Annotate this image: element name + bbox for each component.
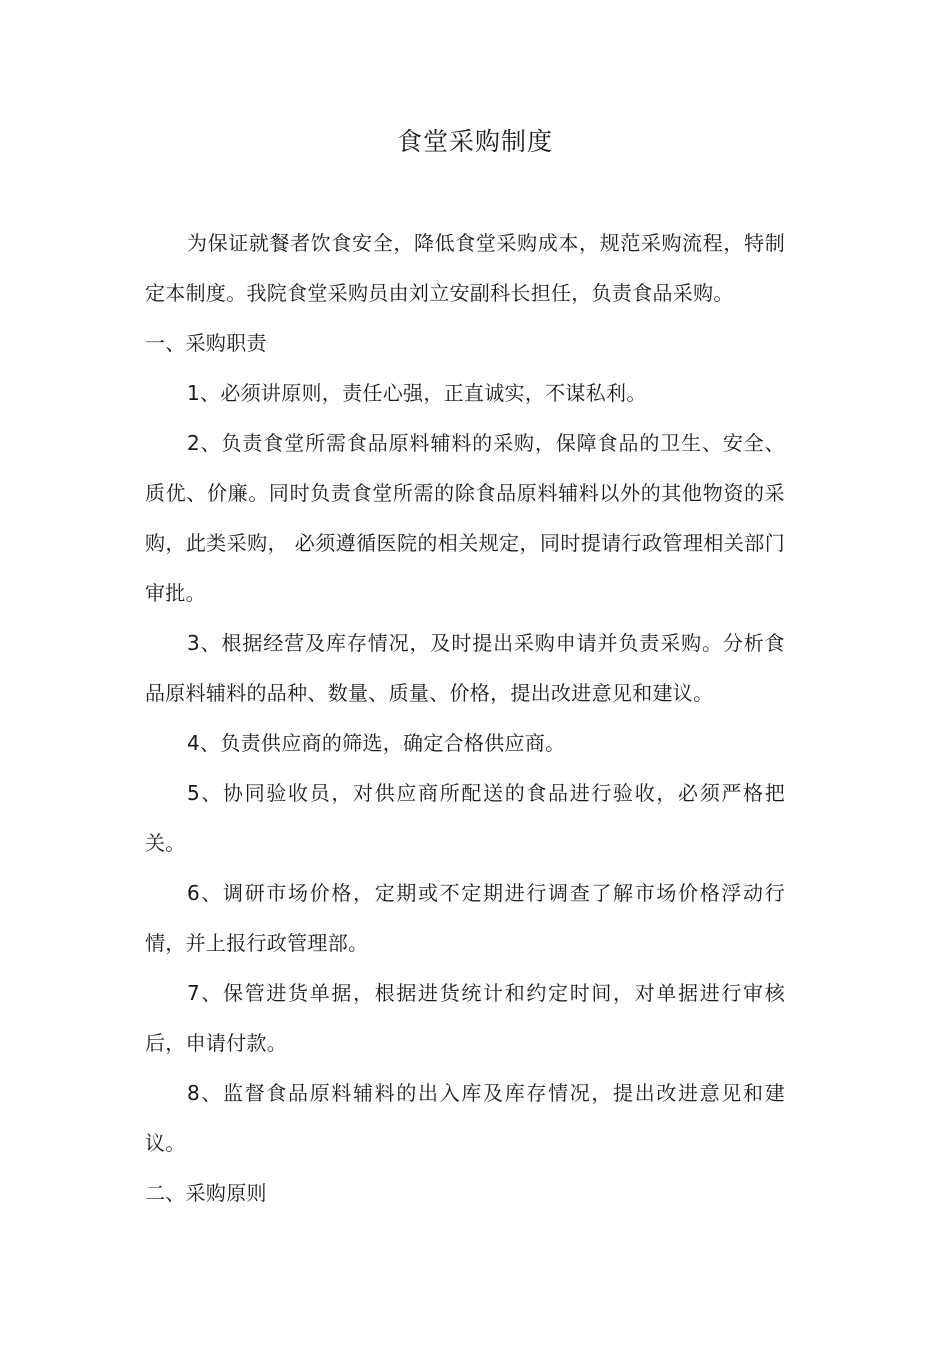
document-title: 食堂采购制度 (396, 127, 553, 156)
document-body (145, 218, 785, 1218)
duty-item-8: 8、监督食品原料辅料的出入库及库存情况，提出改进意见和建议。 (145, 1081, 785, 1155)
duty-item-2: 2、负责食堂所需食品原料辅料的采购，保障食品的卫生、安全、质优、价廉。同时负责食堂所需的除食品原料辅料以外的其他物资的采购，此类采购， 必须遵循医院的相关规定，同时提请行政管理相关部门审批。 (145, 431, 785, 605)
duty-item-3: 3、根据经营及库存情况，及时提出采购申请并负责采购。分析食品原料辅料的品种、数量、质量、价格，提出改进意见和建议。 (145, 631, 785, 705)
section-heading-principles: 二、采购原则 (145, 1181, 267, 1205)
section-heading-duties: 一、采购职责 (145, 331, 267, 355)
duty-item-6: 6、调研市场价格，定期或不定期进行调查了解市场价格浮动行情，并上报行政管理部。 (145, 881, 785, 955)
intro-paragraph: 为保证就餐者饮食安全，降低食堂采购成本，规范采购流程，特制定本制度。我院食堂采购员由刘立安副科长担任，负责食品采购。 (145, 231, 785, 305)
duty-item-4: 4、负责供应商的筛选，确定合格供应商。 (187, 731, 566, 755)
duty-item-7: 7、保管进货单据，根据进货统计和约定时间，对单据进行审核后，申请付款。 (145, 981, 785, 1055)
duty-item-5: 5、协同验收员，对供应商所配送的食品进行验收，必须严格把关。 (145, 781, 785, 855)
duty-item-1: 1、必须讲原则，责任心强，正直诚实，不谋私利。 (187, 381, 647, 405)
